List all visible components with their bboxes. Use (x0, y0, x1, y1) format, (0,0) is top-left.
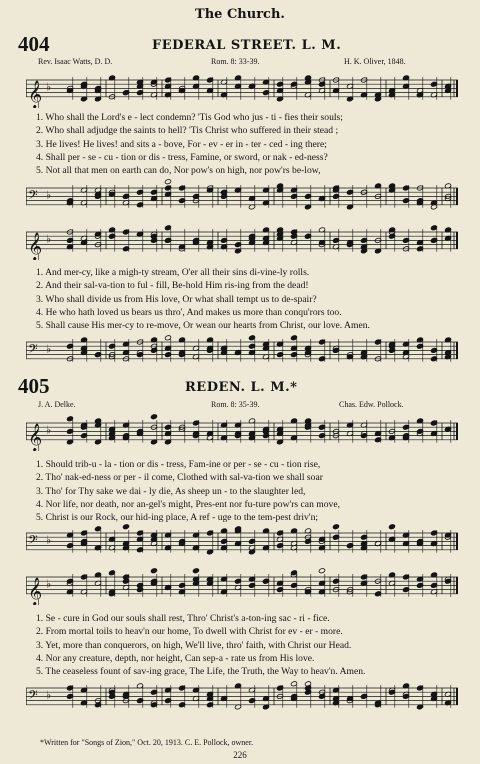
verse-block (36, 612, 365, 678)
notehead (150, 568, 157, 574)
notehead (234, 578, 241, 584)
notehead (234, 242, 241, 248)
notehead (402, 198, 409, 204)
verse-line: 5. The ceaseless fount of sav-ing grace, The Life, the Truth, the Way to heav'n. Amen. (36, 666, 366, 678)
notehead (374, 339, 381, 345)
notehead (164, 335, 171, 341)
verse-line: 4. Nor life, nor death, nor an-gel's might, Pres-ent nor fu-ture pow'rs can move, (36, 498, 340, 510)
bass-clef-icon: 𝄢 (28, 341, 38, 360)
notehead (304, 193, 311, 199)
notehead (430, 237, 437, 243)
notehead (164, 698, 171, 704)
notehead (108, 570, 115, 576)
notehead (206, 702, 213, 708)
notehead (178, 185, 185, 191)
bass-staff (26, 330, 458, 370)
notehead (430, 420, 437, 426)
notehead (402, 237, 409, 243)
notehead (80, 574, 87, 580)
verse-line: 2. And their sal-va-tion to ful - fill, Be-hold Him ris-ing from the dead! (36, 280, 309, 292)
notehead (290, 335, 297, 341)
notehead (276, 543, 283, 549)
notehead (122, 246, 129, 252)
notehead (80, 530, 87, 536)
notehead (416, 685, 423, 691)
notehead (360, 534, 367, 540)
verse-line: 3. He lives! He lives! and sits a - bove, For - ev - er in - ter - ced - ing there; (36, 138, 327, 150)
notehead (290, 582, 297, 588)
bass-clef-icon: 𝄢 (28, 532, 38, 551)
notehead (332, 193, 339, 199)
page-number: 226 (233, 750, 247, 760)
treble-staff (26, 68, 458, 108)
hymn-number: 405 (18, 374, 50, 398)
verse-line: 1. Should trib-u - la - tion or dis - tress, Fam-ine or per - se - cu - tion rise, (36, 459, 321, 470)
notehead (290, 681, 297, 687)
notehead (164, 185, 171, 191)
notehead (164, 77, 171, 83)
notehead (262, 90, 269, 96)
notehead (122, 90, 129, 96)
notehead (122, 229, 129, 235)
notehead (164, 237, 171, 243)
notehead (276, 587, 283, 593)
notehead (248, 538, 255, 544)
hymn-author: J. A. Delke. (38, 400, 76, 409)
hymn-composer: Chas. Edw. Pollock. (339, 400, 404, 409)
verse-line: 4. He who hath loved us bears us thro', And makes us more than conqu'rors too. (36, 306, 342, 318)
notehead (122, 524, 129, 530)
notehead (248, 582, 255, 588)
notehead (318, 568, 325, 574)
notehead (430, 81, 437, 87)
notehead (248, 343, 255, 349)
notehead (178, 685, 185, 691)
notehead (360, 574, 367, 580)
notehead (206, 530, 213, 536)
notehead (332, 524, 339, 530)
bass-clef-icon: 𝄢 (28, 187, 38, 206)
notehead (164, 424, 171, 430)
notehead (416, 246, 423, 252)
notehead (66, 237, 73, 243)
notehead (402, 424, 409, 430)
notehead (248, 698, 255, 704)
notehead (108, 233, 115, 239)
notehead (430, 347, 437, 353)
flat-sign-icon: ♭ (46, 80, 52, 94)
notehead (150, 189, 157, 195)
notehead (276, 685, 283, 691)
notehead (192, 568, 199, 574)
notehead (136, 202, 143, 208)
notehead (318, 339, 325, 345)
bass-staff (26, 521, 458, 561)
notehead (388, 524, 395, 530)
notehead (430, 582, 437, 588)
verse-line: 3. Tho' for Thy sake we dai - ly die, As sheep un - to the slaughter led, (36, 485, 306, 497)
running-head: The Church. (195, 7, 285, 22)
footnote: *Written for "Songs of Zion," Oct. 20, 1913. C. E. Pollock, owner. (40, 738, 254, 747)
notehead (444, 578, 451, 584)
verse-line: 4. Nor any creature, depth, nor height, Can sep-a - rate us from His love. (36, 652, 315, 664)
notehead (374, 437, 381, 443)
notehead (332, 237, 339, 243)
notehead (150, 689, 157, 695)
flat-sign-icon: ♭ (46, 423, 52, 437)
treble-staff (26, 411, 458, 451)
flat-sign-icon: ♭ (46, 342, 52, 356)
verse-block (36, 111, 343, 177)
treble-clef-icon: 𝄞 (28, 422, 43, 451)
flat-sign-icon: ♭ (46, 232, 52, 246)
notehead (108, 343, 115, 349)
treble-clef-icon: 𝄞 (28, 79, 43, 108)
verse-block (36, 266, 370, 332)
verse-line: 3. Yet, more than conquerors, on high, We'll live, thro' faith, with Christ our Head. (36, 639, 352, 651)
hymn-title: REDEN. L. M.* (185, 380, 298, 395)
bass-staff (26, 176, 458, 216)
verse-line: 2. From mortal toils to heav'n our home, To dwell with Christ for ev - er - more. (36, 626, 343, 638)
notehead (276, 530, 283, 536)
notehead (402, 574, 409, 580)
notehead (402, 185, 409, 191)
notehead (164, 352, 171, 358)
notehead (66, 543, 73, 549)
notehead (360, 237, 367, 243)
verse-line: 2. Who shall adjudge the saints to hell? 'Tis Christ who suffered in their stead ; (36, 125, 339, 137)
notehead (66, 416, 73, 422)
verse-block (36, 458, 340, 524)
hymn-title: FEDERAL STREET. L. M. (152, 38, 342, 53)
flat-sign-icon: ♭ (46, 188, 52, 202)
notehead (66, 685, 73, 691)
notehead (248, 335, 255, 341)
treble-staff (26, 565, 458, 605)
notehead (318, 433, 325, 439)
hymn-number: 404 (18, 32, 50, 56)
verse-line: 3. Who shall divide us from His love, Or what shall tempt us to de-spair? (36, 293, 317, 305)
scripture-reference: Rom. 8: 35-39. (211, 400, 260, 409)
notehead (402, 587, 409, 593)
notehead (66, 343, 73, 349)
notehead (276, 352, 283, 358)
notehead (388, 689, 395, 695)
treble-staff (26, 220, 458, 260)
flat-sign-icon: ♭ (46, 533, 52, 547)
notehead (416, 343, 423, 349)
notehead (178, 702, 185, 708)
notehead (276, 81, 283, 87)
notehead (374, 591, 381, 597)
verse-line: 1. And mer-cy, like a migh-ty stream, O'er all their sins di-vine-ly rolls. (36, 267, 310, 278)
notehead (290, 352, 297, 358)
flat-sign-icon: ♭ (46, 577, 52, 591)
treble-clef-icon: 𝄞 (28, 231, 43, 260)
notehead (360, 693, 367, 699)
bass-staff (26, 676, 458, 716)
notehead (430, 225, 437, 231)
notehead (164, 179, 171, 185)
scripture-reference: Rom. 8: 33-39. (211, 57, 260, 66)
notehead (150, 414, 157, 420)
notehead (66, 693, 73, 699)
notehead (80, 433, 87, 439)
notehead (290, 570, 297, 576)
notehead (430, 356, 437, 362)
notehead (164, 225, 171, 231)
treble-clef-icon: 𝄞 (28, 576, 43, 605)
notehead (136, 90, 143, 96)
notehead (346, 543, 353, 549)
verse-line: 1. Who shall the Lord's e - lect condemn? 'Tis God who jus - ti - fies their souls; (36, 112, 343, 123)
flat-sign-icon: ♭ (46, 688, 52, 702)
notehead (66, 428, 73, 434)
hymn-author: Rev. Isaac Watts, D. D. (38, 57, 113, 66)
verse-line: 5. Not all that men on earth can do, Nor pow's on high, nor pow'rs be-low, (36, 165, 321, 177)
verse-line: 1. Se - cure in God our souls shall rest, Thro' Christ's a-ton-ing sac - ri - fice. (36, 613, 330, 624)
bass-clef-icon: 𝄢 (28, 687, 38, 706)
hymn-composer: H. K. Oliver, 1848. (344, 57, 406, 66)
notehead (262, 578, 269, 584)
notehead (66, 578, 73, 584)
notehead (220, 237, 227, 243)
notehead (178, 582, 185, 588)
notehead (178, 198, 185, 204)
notehead (94, 526, 101, 532)
notehead (416, 582, 423, 588)
notehead (304, 233, 311, 239)
verse-line: 2. Tho' nak-ed-ness or per - il come, Clothed with sal-va-tion we shall soar (36, 472, 323, 484)
notehead (402, 693, 409, 699)
notehead (136, 547, 143, 553)
notehead (318, 356, 325, 362)
notehead (346, 189, 353, 195)
notehead (220, 538, 227, 544)
notehead (136, 530, 143, 536)
notehead (136, 189, 143, 195)
notehead (332, 578, 339, 584)
notehead (332, 347, 339, 353)
notehead (136, 698, 143, 704)
verse-line: 5. Christ is our Rock, our hid-ing place, A ref - uge to the tem-pest driv'n; (36, 512, 319, 524)
notehead (192, 420, 199, 426)
notehead (94, 352, 101, 358)
verse-line: 5. Shall cause His mer-cy to re-move, Or wean our hearts from Christ, our love. Amen. (36, 320, 370, 332)
notehead (430, 530, 437, 536)
notehead (290, 193, 297, 199)
verse-line: 4. Shall per - se - cu - tion or dis - tress, Famine, or sword, or nak - ed-ness? (36, 151, 328, 163)
notehead (206, 77, 213, 83)
notehead (318, 424, 325, 430)
